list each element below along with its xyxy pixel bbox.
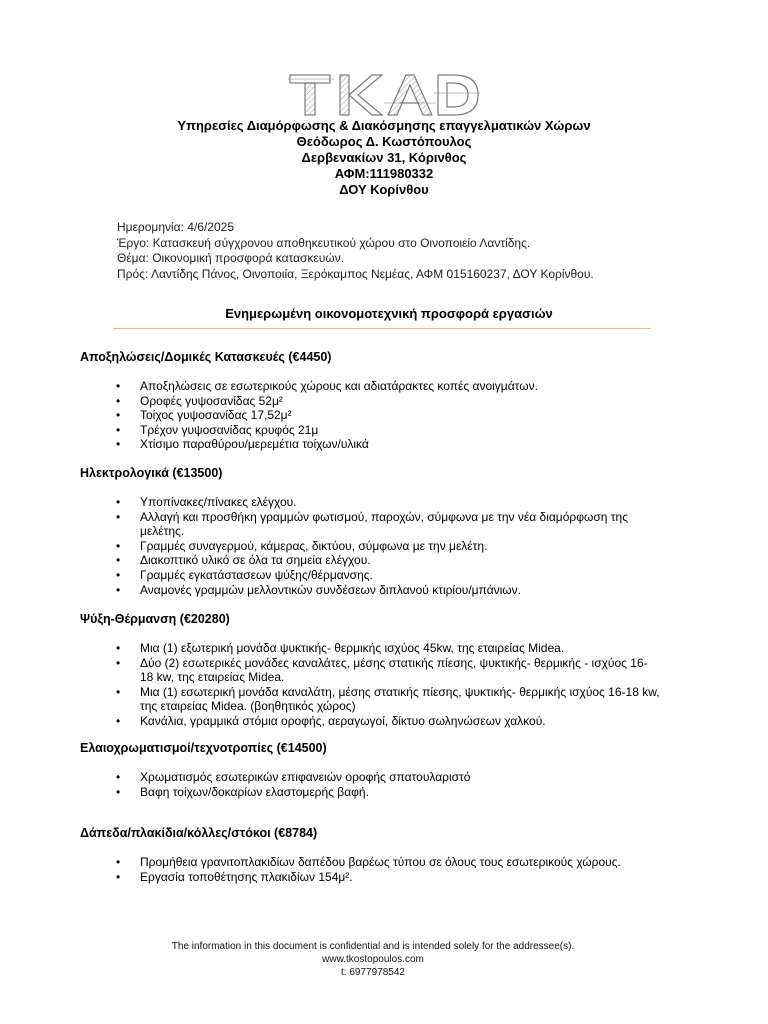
bullet-icon: • (116, 437, 121, 452)
list-item: • Οροφές γυψοσανίδας 52μ² (116, 393, 283, 408)
document-date: Ημερομηνία: 4/6/2025 (117, 220, 234, 234)
list-item: • Κανάλια, γραμμικά στόμια οροφής, αεραγωγοί, δίκτυο σωληνώσεων χαλκού. (116, 713, 546, 728)
company-header (0, 118, 768, 198)
bullet-icon: • (116, 684, 121, 699)
section-title: Ελαιοχρωματισμοί/τεχνοτροπίες (€14500) (80, 741, 327, 755)
section-electrical (80, 465, 680, 597)
section-title: Ψύξη-Θέρμανση (€20280) (80, 612, 230, 626)
page-footer (0, 940, 746, 979)
section-painting (80, 740, 680, 799)
list-item: • Διακοπτικό υλικό σε όλα τα σημεία ελέγχου. (116, 553, 371, 568)
list-item: • Μια (1) εξωτερική μονάδα ψυκτικής- θερμικής ισχύος 45kw, της εταιρείας Midea. (116, 641, 565, 655)
bullet-icon: • (116, 641, 121, 655)
bullet-icon: • (116, 582, 121, 597)
list-item: • Τρέχον γυψοσανίδας κρυφός 21μ (116, 422, 319, 437)
document-recipient: Πρός: Λαντίδης Πάνος, Οινοποιία, Ξερόκαμπος Νεμέας, ΑΦΜ 015160237, ΔΟΥ Κορίνθου. (117, 266, 594, 281)
list-item: • Γραμμές συναγερμού, κάμερας, δικτύου, σύμφωνα με την μελέτη. (116, 538, 488, 553)
bullet-icon: • (116, 553, 121, 568)
website-link[interactable]: www.tkostopoulos.com (322, 954, 424, 965)
section-list (80, 770, 680, 799)
list-item: • Δύο (2) εσωτερικές μονάδες καναλάτες, μέσης στατικής πίεσης, ψυκτικής- θερμικής - ισχύος 16-18 kw, της εταιρείας Midea. (116, 655, 648, 685)
company-address: Δερβενακίων 31, Κόρινθος (301, 150, 467, 165)
bullet-icon: • (116, 655, 121, 670)
section-demolitions (80, 349, 680, 452)
owner-name: Θεόδωρος Δ. Κωστόπουλος (296, 134, 472, 149)
tax-office: ΔΟΥ Κορίνθου (339, 182, 429, 197)
list-item: • Αναμονές γραμμών μελλοντικών συνδέσεων διπλανού κτιρίου/μπάνιων. (116, 582, 521, 597)
bullet-icon: • (116, 770, 121, 784)
list-item: • Χρωματισμός εσωτερικών επιφανειών οροφής σπατουλαριστό (116, 770, 471, 784)
bullet-icon: • (116, 567, 121, 582)
list-item: • Γραμμές εγκατάστασεων ψύξης/θέρμανσης. (116, 567, 373, 582)
section-title: Ηλεκτρολογικά (€13500) (80, 466, 223, 480)
company-logo (288, 73, 480, 117)
bullet-icon: • (116, 509, 121, 524)
list-item: • Μια (1) εσωτερική μονάδα καναλάτη, μέσης στατικής πίεσης, ψυκτικής- θερμικής ισχύος 16-18 kw, της εταιρείας Midea. (βοηθητικός χώρος) (116, 684, 660, 714)
list-item: • Τοίχος γυψοσανίδας 17,52μ² (116, 408, 292, 423)
section-list (80, 641, 680, 729)
list-item: • Βαφη τοίχων/δοκαρίων ελαστομερής βαφή. (116, 784, 369, 799)
section-title: Δάπεδα/πλακίδια/κόλλες/στόκοι (€8784) (80, 826, 318, 840)
bullet-icon: • (116, 869, 121, 884)
list-item: • Υποπίνακες/πίνακες ελέγχου. (116, 495, 297, 509)
bullet-icon: • (116, 408, 121, 423)
tkad-logo-mark (288, 73, 480, 117)
phone-number: t: 6977978542 (341, 967, 405, 978)
section-title: Αποξηλώσεις/Δομικές Κατασκευές (€4450) (80, 350, 332, 364)
list-item: • Αλλαγή και προσθήκη γραμμών φωτισμού, παροχών, σύμφωνα με την νέα διαμόρφωση της μελέτης. (116, 509, 628, 539)
bullet-icon: • (116, 784, 121, 799)
bullet-icon: • (116, 422, 121, 437)
bullet-icon: • (116, 855, 121, 869)
tax-id: ΑΦΜ:111980332 (334, 166, 434, 181)
title-divider (113, 328, 651, 329)
list-item: • Χτίσιμο παραθύρου/μερεμέτια τοίχων/υλικά (116, 437, 369, 452)
company-services-line: Υπηρεσίες Διαμόρφωσης & Διακόσμησης επαγγελματικών Χώρων (177, 118, 591, 133)
bullet-icon: • (116, 538, 121, 553)
document-meta (117, 220, 594, 282)
confidentiality-notice: The information in this document is confidential and is intended solely for the addressee(s). (171, 941, 575, 952)
section-list (80, 495, 680, 597)
list-item: • Εργασία τοποθέτησης πλακιδίων 154μ². (116, 869, 353, 884)
section-hvac (80, 611, 680, 729)
section-list (80, 379, 680, 452)
list-item: • Αποξηλώσεις σε εσωτερικούς χώρους και αδιατάρακτες κοπές ανοιγμάτων. (116, 379, 538, 393)
bullet-icon: • (116, 495, 121, 509)
bullet-icon: • (116, 379, 121, 393)
section-list (80, 855, 680, 884)
bullet-icon: • (116, 713, 121, 728)
bullet-icon: • (116, 393, 121, 408)
document-project: Έργο: Κατασκευή σύγχρονου αποθηκευτικού χώρου στο Οινοποιείο Λαντίδης. (117, 235, 531, 250)
list-item: • Προμήθεια γρανιτοπλακιδίων δαπέδου βαρέως τύπου σε όλους τους εσωτερικούς χώρους. (116, 855, 621, 869)
document-subject: Θέμα: Οικονομική προσφορά κατασκευών. (117, 251, 345, 265)
section-flooring (80, 825, 680, 884)
offer-title: Ενημερωμένη οικονομοτεχνική προσφορά εργασιών (225, 306, 553, 321)
